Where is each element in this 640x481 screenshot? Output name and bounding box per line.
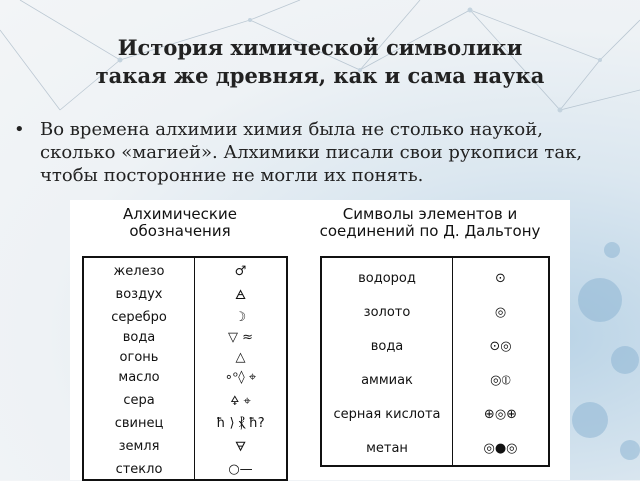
title-line-1: История химической символики	[117, 35, 523, 60]
alchemy-name-cell: свинец	[83, 413, 195, 433]
alchemy-symbol-cell: ♂	[234, 263, 247, 279]
alchemy-symbol-cell: ○—	[228, 461, 253, 477]
alchemy-name-cell: масло	[83, 367, 195, 387]
alchemy-name-cell: сера	[83, 387, 195, 413]
alchemy-symbol-cell: ▽ ≈	[227, 329, 254, 345]
alchemy-symbol-cell: 🜁	[234, 288, 247, 303]
dalton-name-cell: вода	[321, 329, 453, 363]
dalton-row	[321, 363, 549, 397]
alchemy-name-cell: вода	[83, 327, 195, 347]
alchemy-symbol-cell: △	[235, 349, 246, 365]
dalton-symbol-cell: ◎●◎	[483, 440, 518, 456]
dalton-symbol-cell: ⊙	[495, 270, 506, 286]
dalton-name-cell: серная кислота	[321, 397, 453, 431]
dalton-symbol-cell: ⊙◎	[489, 338, 512, 354]
alchemy-row	[83, 307, 287, 327]
dalton-table	[320, 256, 550, 467]
alchemy-name-cell: воздух	[83, 281, 195, 307]
alchemy-name-cell: стекло	[83, 459, 195, 480]
alchemy-row	[83, 347, 287, 367]
bullet-marker: •	[14, 119, 25, 140]
alchemy-row	[83, 257, 287, 281]
alchemy-row	[83, 433, 287, 459]
alchemy-symbol-cell: ☽	[234, 309, 247, 325]
alchemy-table	[82, 256, 288, 481]
alchemy-title-line-2: обозначения	[129, 222, 231, 240]
bullet-text: Во времена алхимии химия была не столько наукой, сколько «магией». Алхимики писали свои рукописи так, чтобы посторонние не могли их понять.	[40, 119, 583, 186]
dalton-name-cell: аммиак	[321, 363, 453, 397]
dalton-row	[321, 257, 549, 295]
alchemy-row	[83, 327, 287, 347]
dalton-name-cell: водород	[321, 257, 453, 295]
dalton-name-cell: метан	[321, 431, 453, 466]
alchemy-row	[83, 459, 287, 480]
alchemy-symbol-cell: ∘ᵒ◊ ⌖	[224, 369, 257, 385]
alchemy-row	[83, 281, 287, 307]
slide-title	[20, 34, 620, 90]
dalton-row	[321, 397, 549, 431]
alchemy-row	[83, 413, 287, 433]
dalton-symbol-cell: ◎⦶	[490, 372, 511, 388]
dalton-row	[321, 295, 549, 329]
alchemy-table-title	[110, 206, 250, 240]
alchemy-row	[83, 387, 287, 413]
alchemy-name-cell: железо	[83, 257, 195, 281]
dalton-symbol-cell: ◎	[494, 304, 507, 320]
alchemy-name-cell: земля	[83, 433, 195, 459]
dalton-symbol-cell: ⊕◎⊕	[483, 406, 518, 422]
symbols-figure	[70, 200, 570, 480]
title-line-2: такая же древняя, как и сама наука	[95, 63, 545, 88]
dalton-row	[321, 329, 549, 363]
dalton-title-line-1: Символы элементов и	[342, 205, 518, 223]
alchemy-symbol-cell: ħ ⟩ ⳩ ħ?	[216, 415, 265, 431]
alchemy-title-line-1: Алхимические	[123, 205, 237, 223]
alchemy-symbol-cell: 🜍 ⌖	[230, 394, 251, 409]
dalton-title-line-2: соединений по Д. Дальтону	[319, 222, 541, 240]
alchemy-name-cell: огонь	[83, 347, 195, 367]
dalton-table-title	[310, 206, 550, 240]
bullet-item	[14, 118, 600, 187]
dalton-row	[321, 431, 549, 466]
alchemy-symbol-cell: 🜃	[234, 440, 247, 455]
alchemy-row	[83, 367, 287, 387]
alchemy-name-cell: серебро	[83, 307, 195, 327]
dalton-name-cell: золото	[321, 295, 453, 329]
